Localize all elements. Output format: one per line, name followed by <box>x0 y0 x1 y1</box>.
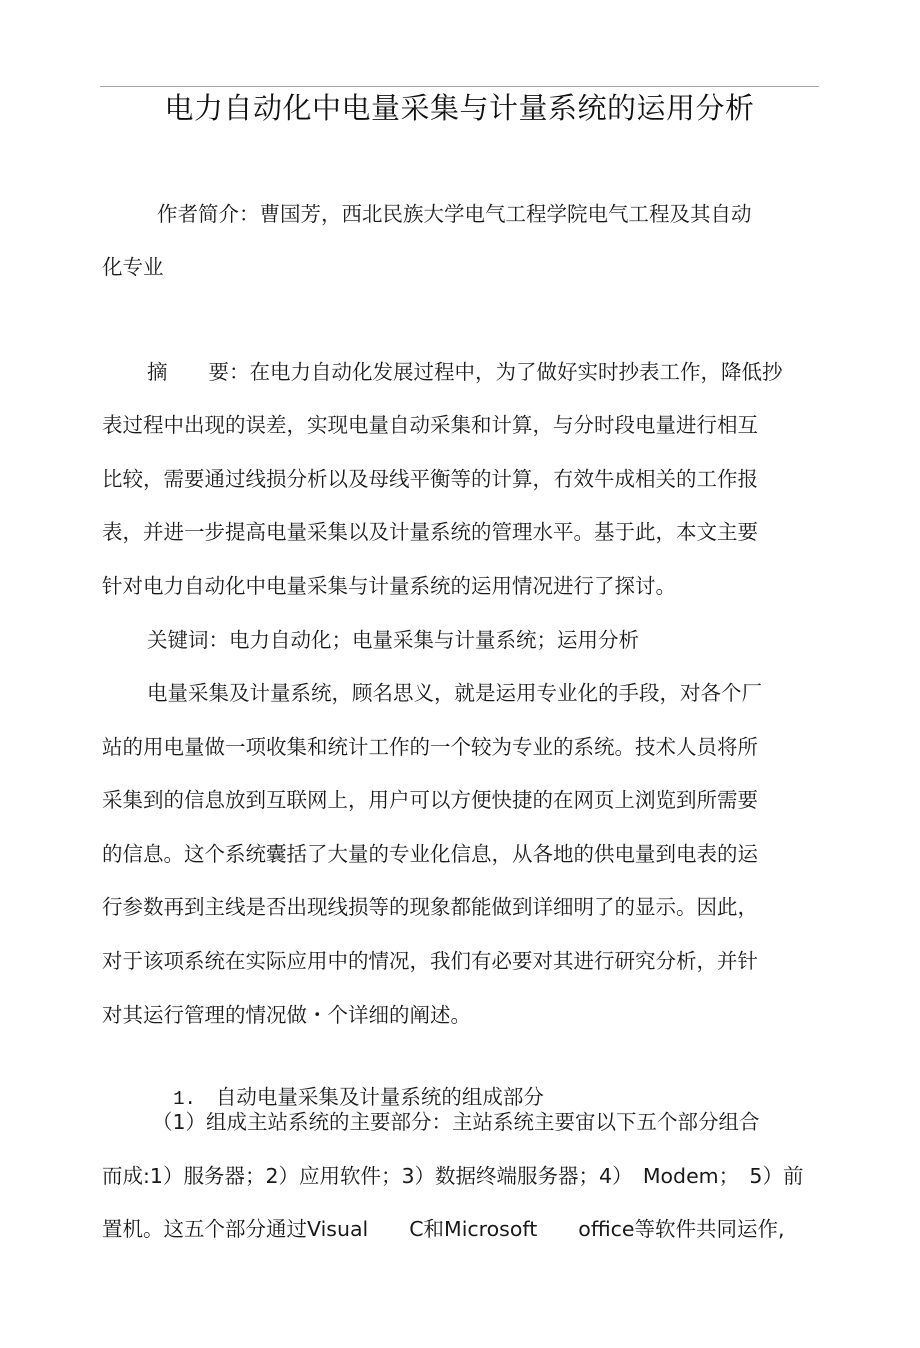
abstract-line-5: 针对电力自动化中电量采集与计量系统的运用情况进行了探讨。 <box>102 574 676 598</box>
abstract-line-1: 摘 要：在电力自动化发展过程中，为了做好实时抄表工作，降低抄 <box>147 360 783 384</box>
abstract-line-4: 表，并进一步提高电量采集以及计量系统的管理水平。基于此，本文主要 <box>102 520 758 544</box>
section-1-title: 自动电量采集及计量系统的组成部分 <box>215 1085 544 1109</box>
abstract-line-2: 表过程中出现的误差，实现电量自动采集和计算，与分时段电量进行相互 <box>102 413 758 437</box>
intro-line-4: 的信息。这个系统囊括了大量的专业化信息，从各地的供电量到电表的运 <box>102 842 758 866</box>
keywords-line: 关键词：电力自动化；电量采集与计量系统；运用分析 <box>147 628 639 652</box>
subsection-1-line-2: 而成:1）服务器；2）应用软件；3）数据终端服务器；4） Modem； 5）前 <box>102 1164 804 1188</box>
author-intro-line-1: 作者简介：曹国芳，西北民族大学电气工程学院电气工程及其自动 <box>157 202 752 226</box>
intro-line-3: 采集到的信息放到互联网上，用户可以方便快捷的在网页上浏览到所需要 <box>102 788 758 812</box>
subsection-1-line-3: 置机。这五个部分通过Visual C和Microsoft office等软件共同运作, <box>102 1217 785 1241</box>
subsection-1-line-1: （1）组成主站系统的主要部分：主站系统主要宙以下五个部分组合 <box>152 1110 760 1134</box>
intro-line-1: 电量采集及计量系统，顾名思义，就是运用专业化的手段，对各个厂 <box>147 681 762 705</box>
intro-line-7: 对其运行管理的情况做・个详细的阐述。 <box>102 1003 471 1027</box>
intro-line-2: 站的用电量做一项收集和统计工作的一个较为专业的系统。技术人员将所 <box>102 735 758 759</box>
author-intro-line-2: 化专业 <box>102 255 164 279</box>
section-1-number: 1. <box>173 1088 196 1110</box>
abstract-line-3: 比较，需要通过线损分析以及母线平衡等的计算，冇效牛成相关的工作报 <box>102 467 758 491</box>
intro-line-5: 行参数再到主线是否出现线损等的现象都能做到详细明了的显示。因此， <box>102 895 758 919</box>
intro-line-6: 对于该项系统在实际应用中的情况，我们有必要对其进行研究分析，并针 <box>102 949 758 973</box>
document-title: 电力自动化中电量采集与计量系统的运用分析 <box>164 91 755 125</box>
header-rule <box>100 86 819 87</box>
